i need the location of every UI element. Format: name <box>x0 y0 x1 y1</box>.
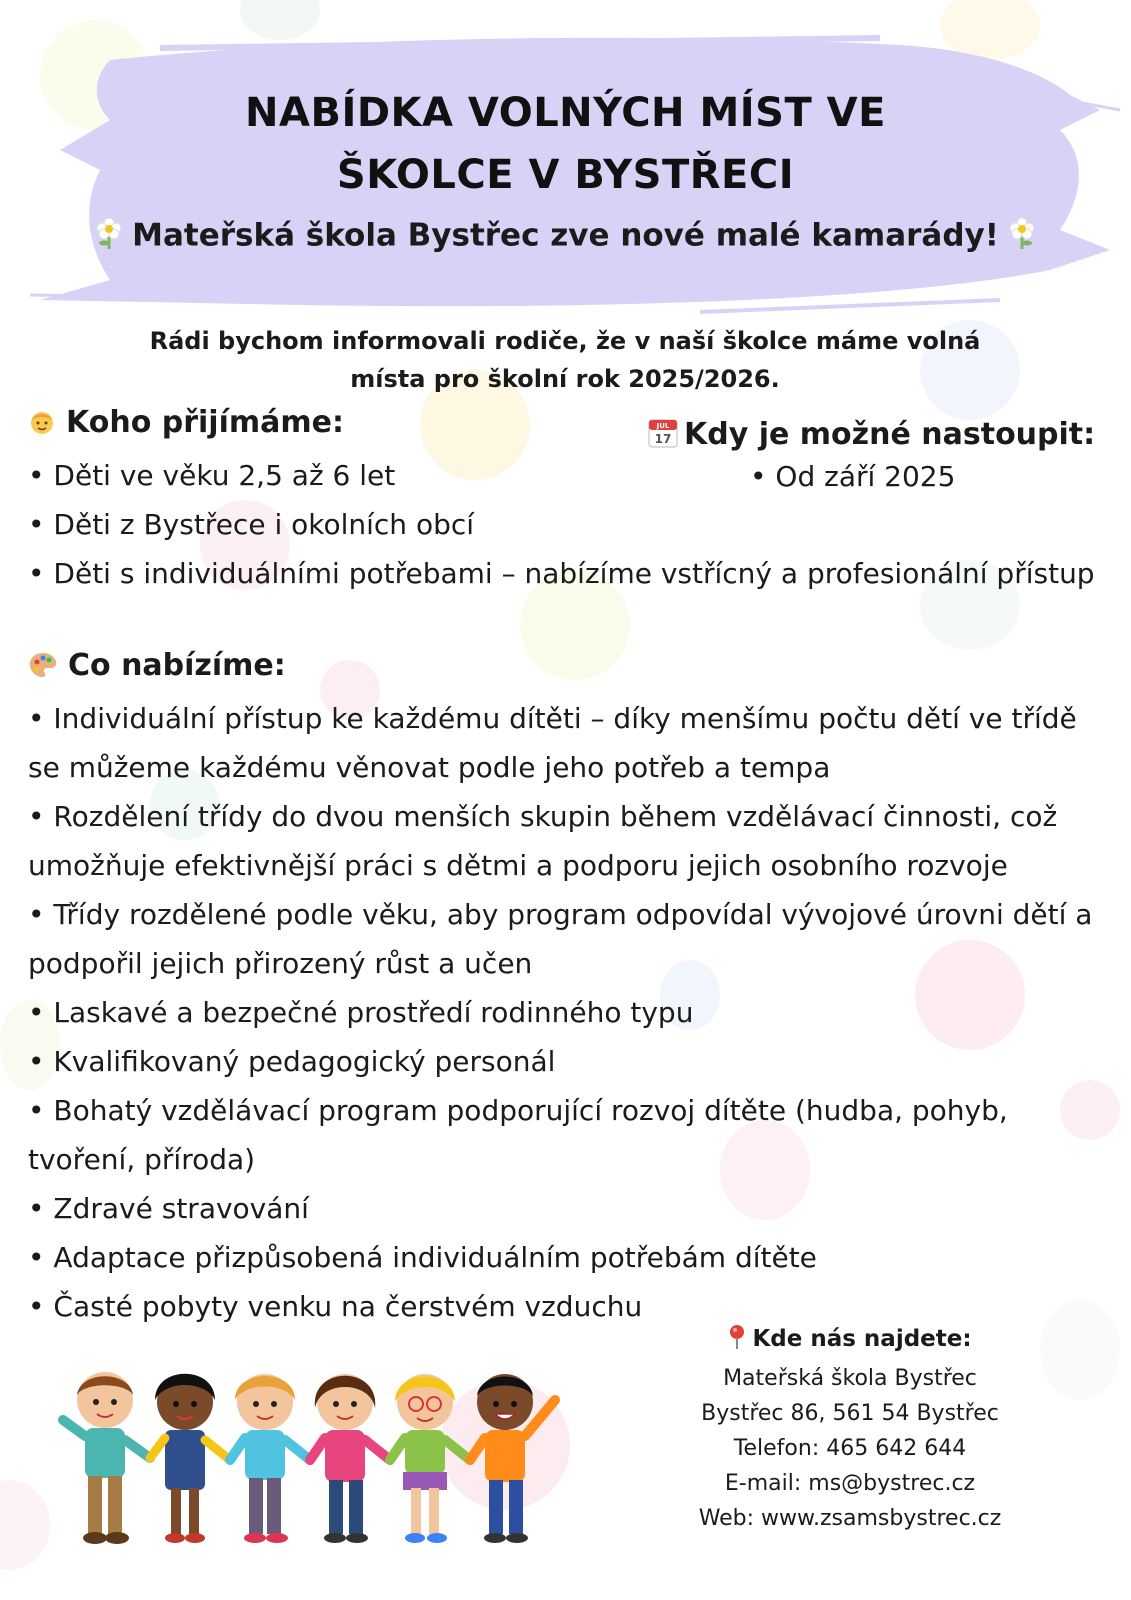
calendar-icon <box>648 418 678 456</box>
contact-section <box>680 1322 1020 1536</box>
calendar-month: JUL <box>656 422 670 430</box>
contact-address: Bystřec 86, 561 54 Bystřec <box>701 1401 999 1426</box>
contact-name: Mateřská škola Bystřec <box>723 1366 977 1391</box>
when-heading <box>648 417 1096 456</box>
child-figure <box>150 1374 230 1543</box>
child-figure <box>310 1374 390 1543</box>
page-title <box>0 82 1131 206</box>
offer-item: • Zdravé stravování <box>28 1192 309 1225</box>
offer-item: • Rozdělení třídy do dvou menších skupin během vzdělávací činnosti, což umožňuje efektivnější práci s dětmi a podporu jejich osobního rozvoje <box>28 800 1058 882</box>
calendar-day: 17 <box>654 432 672 446</box>
child-figure <box>230 1374 310 1543</box>
flower-icon <box>94 216 124 258</box>
who-heading-text: Koho přijímáme: <box>66 405 344 440</box>
child-figure <box>63 1372 150 1544</box>
when-item: • Od září 2025 <box>750 460 956 493</box>
contact-heading-text: Kde nás najdete: <box>752 1326 972 1352</box>
offer-section <box>28 641 1108 1331</box>
child-face-icon <box>28 402 56 451</box>
offer-heading <box>28 641 1108 694</box>
offer-item: • Bohatý vzdělávací program podporující rozvoj dítěte (hudba, pohyb, tvoření, příroda) <box>28 1094 1008 1176</box>
flower-icon <box>1007 216 1037 258</box>
child-figure <box>470 1374 555 1543</box>
who-item: • Děti ve věku 2,5 až 6 let <box>28 459 396 492</box>
contact-web: Web: www.zsamsbystrec.cz <box>698 1506 1002 1531</box>
offer-heading-text: Co nabízíme: <box>68 648 286 683</box>
subtitle-text: Mateřská škola Bystřec zve nové malé kamarády! <box>132 217 999 254</box>
when-section <box>648 417 1096 493</box>
offer-item: • Časté pobyty venku na čerstvém vzduchu <box>28 1290 643 1323</box>
children-holding-hands-illustration <box>55 1360 615 1560</box>
contact-email: E-mail: ms@bystrec.cz <box>724 1471 976 1496</box>
intro-line-2: místa pro školní rok 2025/2026. <box>350 365 780 393</box>
offer-item: • Laskavé a bezpečné prostředí rodinného typu <box>28 996 694 1029</box>
child-figure <box>390 1374 470 1543</box>
offer-item: • Adaptace přizpůsobená individuálním potřebám dítěte <box>28 1241 817 1274</box>
title-line-1: NABÍDKA VOLNÝCH MÍST VE <box>245 90 886 136</box>
contact-heading <box>680 1322 1020 1361</box>
contact-phone: Telefon: 465 642 644 <box>733 1436 967 1461</box>
title-line-2: ŠKOLCE V BYSTŘECI <box>336 152 795 198</box>
intro-text <box>130 322 1000 398</box>
offer-item: • Kvalifikovaný pedagogický personál <box>28 1045 556 1078</box>
offer-item: • Individuální přístup ke každému dítěti – díky menšímu počtu dětí ve třídě se můžeme každému věnovat podle jeho potřeb a tempa <box>28 702 1077 784</box>
subtitle <box>0 216 1131 258</box>
intro-line-1: Rádi bychom informovali rodiče, že v naší školce máme volná <box>149 327 981 355</box>
pin-icon <box>728 1324 746 1361</box>
offer-item: • Třídy rozdělené podle věku, aby program odpovídal vývojové úrovni dětí a podpořil jejich přirozený růst a učen <box>28 898 1093 980</box>
who-item: • Děti s individuálními potřebami – nabízíme vstřícný a profesionální přístup <box>28 557 1095 590</box>
when-heading-text: Kdy je možné nastoupit: <box>684 417 1096 452</box>
palette-icon <box>28 645 58 694</box>
who-item: • Děti z Bystřece i okolních obcí <box>28 508 475 541</box>
